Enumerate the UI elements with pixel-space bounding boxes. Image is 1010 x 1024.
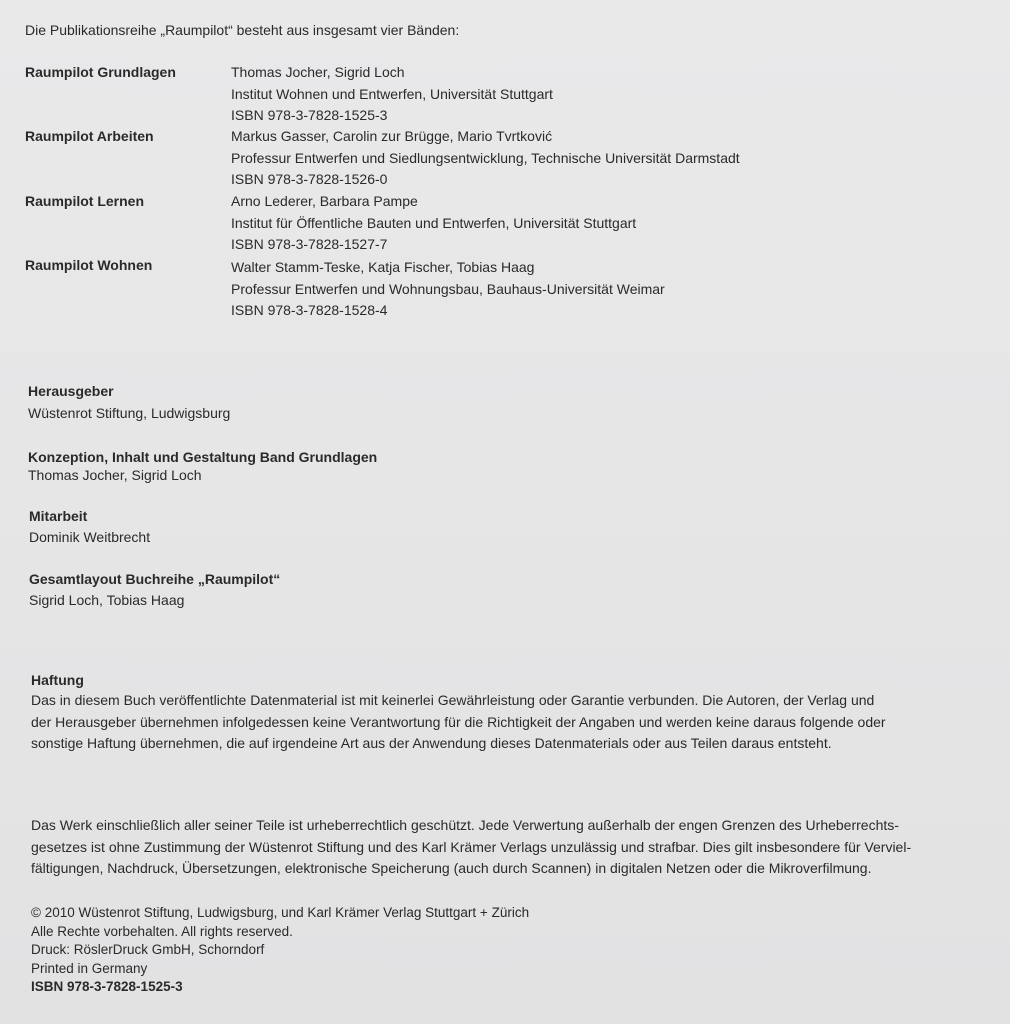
series-details-wohnen <box>231 257 665 322</box>
liability-line: sonstige Haftung übernehmen, die auf irgendeine Art aus der Anwendung dieses Datenmaterials oder aus Teilen daraus entsteht. <box>31 735 832 751</box>
imprint-block <box>31 904 529 997</box>
series-isbn: ISBN 978-3-7828-1526-0 <box>231 171 388 187</box>
liability-paragraph <box>31 690 976 755</box>
series-details-grundlagen <box>231 62 553 127</box>
series-details-arbeiten <box>231 126 740 191</box>
imprint-rights: Alle Rechte vorbehalten. All rights reserved. <box>31 923 293 939</box>
liability-line: Das in diesem Buch veröffentlichte Datenmaterial ist mit keinerlei Gewährleistung oder Garantie verbunden. Die Autoren, der Verlag und <box>31 692 875 708</box>
imprint-isbn: ISBN 978-3-7828-1525-3 <box>31 979 183 994</box>
liability-heading: Haftung <box>31 672 84 688</box>
copyright-paragraph <box>31 815 976 880</box>
liability-line: der Herausgeber übernehmen infolgedessen keine Verantwortung für die Richtigkeit der Angaben und werden keine daraus folgende oder <box>31 713 886 730</box>
series-authors: Thomas Jocher, Sigrid Loch <box>231 64 405 80</box>
series-title-lernen: Raumpilot Lernen <box>25 193 145 209</box>
series-institute: Institut für Öffentliche Bauten und Entwerfen, Universität Stuttgart <box>231 214 637 231</box>
series-authors: Markus Gasser, Carolin zur Brügge, Mario Tvrtković <box>231 128 553 144</box>
series-isbn: ISBN 978-3-7828-1525-3 <box>231 107 388 123</box>
credit-text-layout: Sigrid Loch, Tobias Haag <box>29 592 185 608</box>
series-authors: Arno Lederer, Barbara Pampe <box>231 193 418 209</box>
series-title-grundlagen: Raumpilot Grundlagen <box>25 64 176 80</box>
copyright-line: fältigungen, Nachdruck, Übersetzungen, elektronische Speicherung (auch durch Scannen) in digitalen Netzen oder die Mikroverfilmung. <box>31 860 872 876</box>
credit-heading-publisher: Herausgeber <box>28 383 114 399</box>
series-institute: Professur Entwerfen und Siedlungsentwicklung, Technische Universität Darmstadt <box>231 149 740 166</box>
copyright-line: gesetzes ist ohne Zustimmung der Wüstenrot Stiftung und des Karl Krämer Verlags unzulässig und strafbar. Dies gilt insbesondere für Verviel- <box>31 838 912 855</box>
credit-text-publisher: Wüstenrot Stiftung, Ludwigsburg <box>28 405 231 421</box>
imprint-copyright: © 2010 Wüstenrot Stiftung, Ludwigsburg, und Karl Krämer Verlag Stuttgart + Zürich <box>31 905 530 920</box>
series-intro: Die Publikationsreihe „Raumpilot“ besteht aus insgesamt vier Bänden: <box>25 22 460 38</box>
imprint-printer: Druck: RöslerDruck GmbH, Schorndorf <box>31 942 265 957</box>
credit-heading-layout: Gesamtlayout Buchreihe „Raumpilot“ <box>29 571 281 587</box>
series-institute: Institut Wohnen und Entwerfen, Universität Stuttgart <box>231 85 553 102</box>
series-title-wohnen: Raumpilot Wohnen <box>25 257 153 273</box>
credit-heading-concept: Konzeption, Inhalt und Gestaltung Band Grundlagen <box>28 449 378 465</box>
series-isbn: ISBN 978-3-7828-1527-7 <box>231 236 388 252</box>
series-authors: Walter Stamm-Teske, Katja Fischer, Tobias Haag <box>231 259 535 275</box>
series-isbn: ISBN 978-3-7828-1528-4 <box>231 302 388 318</box>
series-details-lernen <box>231 191 636 256</box>
credit-heading-collaboration: Mitarbeit <box>29 508 88 524</box>
credit-text-collaboration: Dominik Weitbrecht <box>29 529 151 545</box>
imprint-printed-in: Printed in Germany <box>31 960 148 976</box>
series-institute: Professur Entwerfen und Wohnungsbau, Bauhaus-Universität Weimar <box>231 280 665 297</box>
credit-text-concept: Thomas Jocher, Sigrid Loch <box>28 467 202 483</box>
copyright-line: Das Werk einschließlich aller seiner Teile ist urheberrechtlich geschützt. Jede Verwertung außerhalb der engen Grenzen des Urheberrechts- <box>31 817 899 833</box>
series-title-arbeiten: Raumpilot Arbeiten <box>25 128 154 144</box>
